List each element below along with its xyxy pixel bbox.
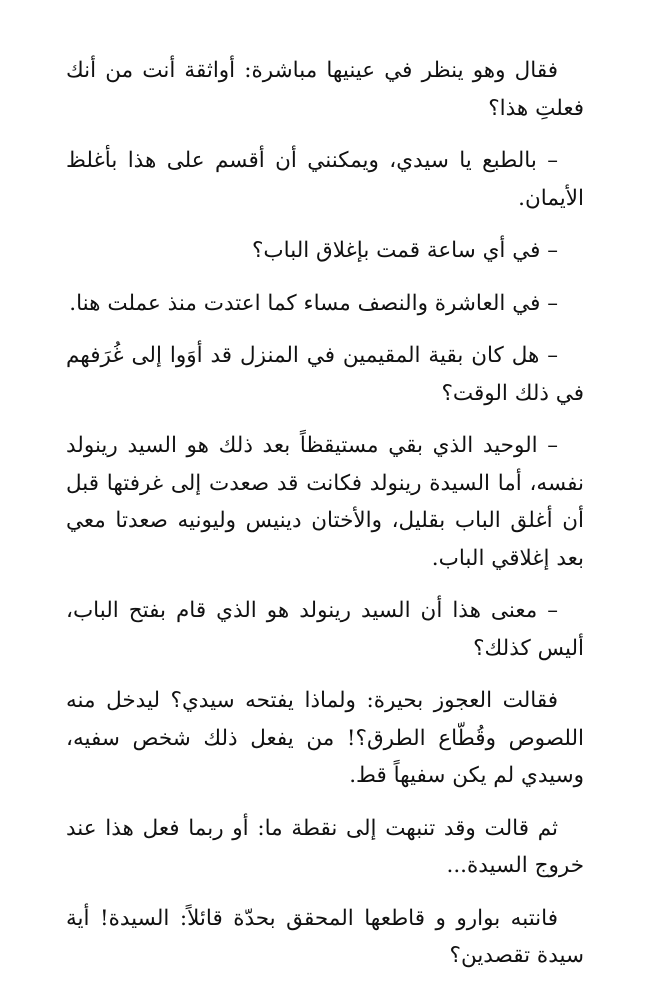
paragraph-2: – بالطبع يا سيدي، ويمكنني أن أقسم على هذا بأغلظ الأيمان. (66, 148, 584, 211)
paragraph-6: – الوحيد الذي بقي مستيقظاً بعد ذلك هو السيد رينولد نفسه، أما السيدة رينولد فكانت قد صعدت إلى غرفتها قبل أن أغلق الباب بقليل، والأختان دينيس وليونيه صعدتا معي بعد إغلاقي الباب. (66, 433, 584, 571)
paragraph-7: – معنى هذا أن السيد رينولد هو الذي قام بفتح الباب، أليس كذلك؟ (66, 598, 584, 661)
paragraph-8: فقالت العجوز بحيرة: ولماذا يفتحه سيدي؟ ليدخل منه اللصوص وقُطّاع الطرق؟! من يفعل ذلك شخص سفيه، وسيدي لم يكن سفيهاً قط. (66, 688, 584, 788)
book-page (66, 52, 584, 990)
paragraph-10: فانتبه بوارو و قاطعها المحقق بحدّة قائلاً: السيدة! أية سيدة تقصدين؟ (66, 905, 584, 968)
paragraph-1: فقال وهو ينظر في عينيها مباشرة: أواثقة أنت من أنك فعلتِ هذا؟ (66, 58, 584, 121)
paragraph-3: – في أي ساعة قمت بإغلاق الباب؟ (252, 238, 558, 263)
paragraph-9: ثم قالت وقد تنبهت إلى نقطة ما: أو ربما فعل هذا عند خروج السيدة... (66, 815, 584, 878)
paragraph-4: – في العاشرة والنصف مساء كما اعتدت منذ عملت هنا. (69, 290, 558, 316)
paragraph-5: – هل كان بقية المقيمين في المنزل قد أوَوا إلى غُرَفهم في ذلك الوقت؟ (66, 343, 584, 406)
